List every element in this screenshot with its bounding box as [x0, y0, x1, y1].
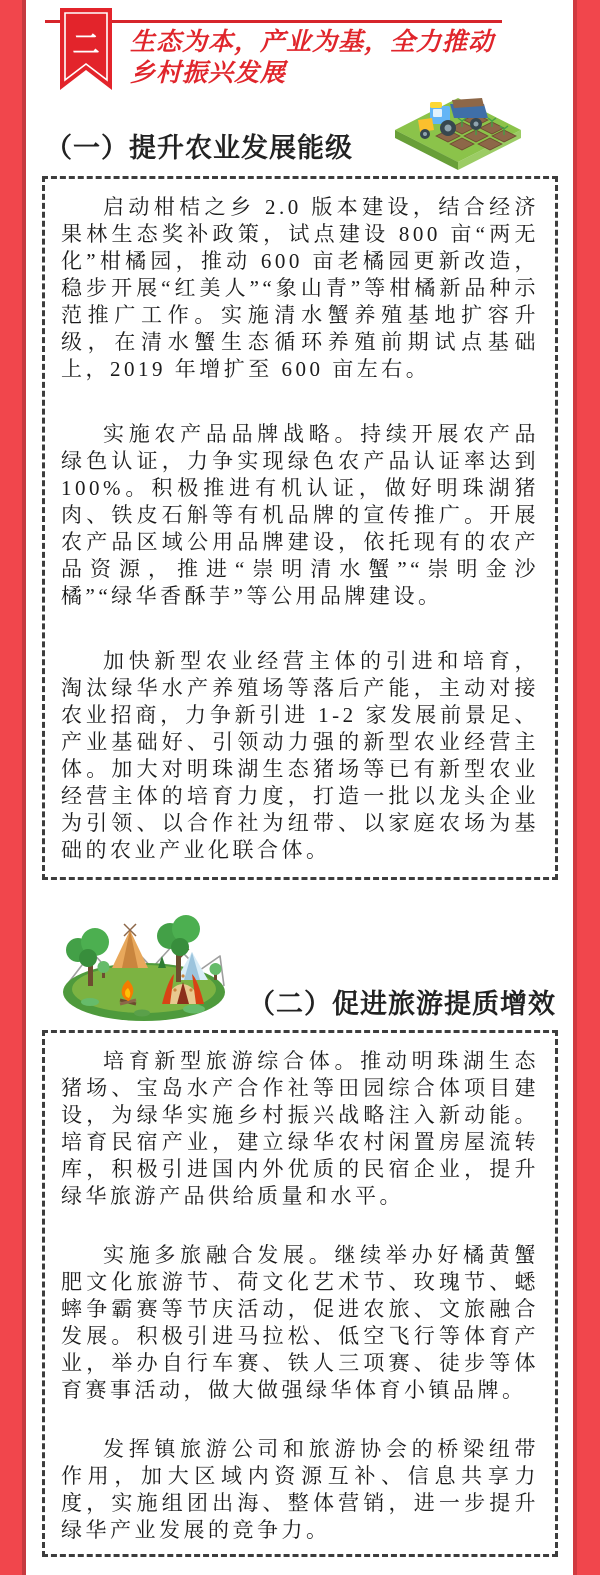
- page-title-line1: 生态为本，产业为基，全力推动: [130, 28, 495, 56]
- paragraph: 培育新型旅游综合体。推动明珠湖生态猪场、宝岛水产合作社等田园综合体项目建设，为绿华实施乡村振兴战略注入新动能。培育民宿产业，建立绿华农村闲置房屋流转库，积极引进国内外优质的民宿企业，提升绿华旅游产品供给质量和水平。: [61, 1049, 539, 1208]
- paragraph: 加快新型农业经营主体的引进和培育，淘汰绿华水产养殖场等落后产能，主动对接农业招商，力争新引进 1-2 家发展前景足、产业基础好、引领动力强的新型农业经营主体。加大对明珠湖生态猪场等已有新型农业经营主体的培育力度，打造一批以龙头企业为引领、以合作社为纽带、以家庭农场为基础的农业产业化联合体。: [61, 649, 539, 862]
- section-1-heading: （一）提升农业发展能级: [45, 133, 353, 163]
- page-frame-right: [573, 0, 600, 1575]
- camping-tents-icon: [58, 906, 230, 1024]
- bookmark-ribbon-icon: [60, 8, 112, 90]
- page-frame-left: [0, 0, 26, 1575]
- section-2-heading: （二）促进旅游提质增效: [248, 989, 556, 1019]
- paragraph: 实施多旅融合发展。继续举办好橘黄蟹肥文化旅游节、荷文化艺术节、玫瑰节、蟋蟀争霸赛等节庆活动，促进农旅、文旅融合发展。积极引进马拉松、低空飞行等体育产业，举办自行车赛、铁人三项赛、徒步等体育赛事活动，做大做强绿华体育小镇品牌。: [61, 1243, 539, 1402]
- paragraph: 启动柑桔之乡 2.0 版本建设，结合经济果林生态奖补政策，试点建设 800 亩“两无化”柑橘园，推动 600 亩老橘园更新改造，稳步开展“红美人”“象山青”等柑橘新品种示范推广工作。实施清水蟹养殖基地扩容升级，在清水蟹生态循环养殖前期试点基础上，2019 年增扩至 600 亩左右。: [61, 195, 539, 381]
- section-2-content-box: [42, 1030, 558, 1557]
- farm-tractor-field-icon: [392, 92, 524, 176]
- svg-text:二: 二: [72, 30, 100, 60]
- section-1-content-box: [42, 176, 558, 880]
- paragraph: 实施农产品品牌战略。持续开展农产品绿色认证，力争实现绿色农产品认证率达到100%。积极推进有机认证，做好明珠湖猪肉、铁皮石斛等有机品牌的宣传推广。开展农产品区域公用品牌建设，依托现有的农产品资源，推进“崇明清水蟹”“崇明金沙橘”“绿华香酥芋”等公用品牌建设。: [61, 422, 539, 608]
- header-rule-line: [45, 20, 502, 23]
- paragraph: 发挥镇旅游公司和旅游协会的桥梁纽带作用，加大区域内资源互补、信息共享力度，实施组团出海、整体营销，进一步提升绿华产业发展的竞争力。: [61, 1437, 539, 1542]
- page-title: [130, 27, 494, 89]
- page-title-line2: 乡村振兴发展: [130, 59, 287, 87]
